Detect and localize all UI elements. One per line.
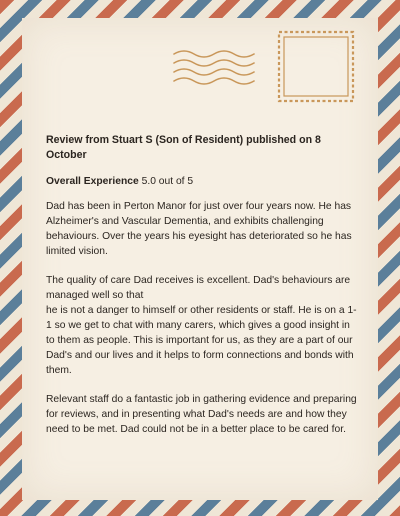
- review-paragraph: Dad has been in Perton Manor for just over four years now. He has Alzheimer's and Vascular Dementia, and exhibits challenging behaviours. Over the years his eyesight has deteriorated so he has limited vision.: [46, 201, 352, 257]
- review-content: [46, 133, 361, 451]
- postmark-wavy-lines-icon: [172, 48, 256, 88]
- postage-stamp-icon: [276, 29, 356, 104]
- review-paragraph: The quality of care Dad receives is excellent. Dad's behaviours are managed well so that he is not a danger to himself or other residents or staff. He is on a 1-1 so we get to chat with many carers, which gives a good insight in to them as people. This is important for us, as they are a part of our Dad's and our lives and it helps to form connections and bonds with them.: [46, 275, 357, 376]
- overall-rating: [46, 174, 361, 189]
- rating-value: 5.0 out of 5: [141, 176, 194, 187]
- rating-label: Overall Experience: [46, 176, 139, 187]
- review-title: Review from Stuart S (Son of Resident) published on 8 October: [46, 134, 321, 161]
- review-paragraph: Relevant staff do a fantastic job in gathering evidence and preparing for reviews, and in presenting what Dad's needs are and how they need to be met. Dad could not be in a better place to be cared for.: [46, 394, 357, 435]
